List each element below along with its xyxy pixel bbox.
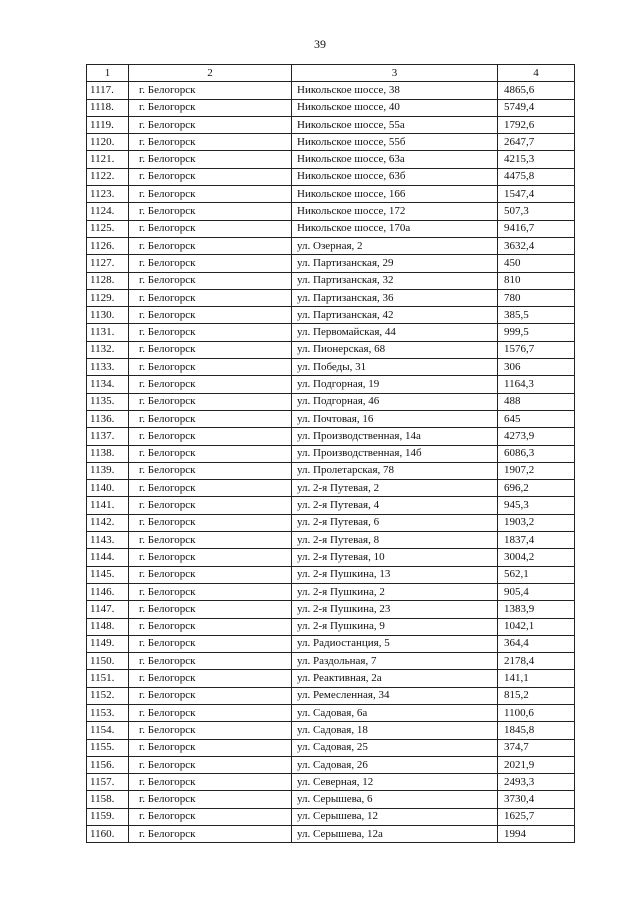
address-cell: ул. Ремесленная, 34 (292, 687, 498, 704)
address-cell: Никольское шоссе, 38 (292, 82, 498, 99)
column-header-value: 4 (498, 65, 575, 82)
table-header-row (87, 65, 575, 82)
column-header-city: 2 (129, 65, 292, 82)
page-number: 39 (314, 37, 326, 51)
address-cell: ул. Серышева, 12а (292, 826, 498, 843)
table-row (87, 410, 575, 427)
city-cell: г. Белогорск (129, 653, 292, 670)
city-cell: г. Белогорск (129, 82, 292, 99)
row-number-cell: 1127. (87, 255, 129, 272)
value-cell: 2493,3 (498, 774, 575, 791)
address-cell: ул. 2-я Путевая, 8 (292, 532, 498, 549)
address-cell: ул. 2-я Пушкина, 2 (292, 583, 498, 600)
value-cell: 4273,9 (498, 428, 575, 445)
table-row (87, 618, 575, 635)
row-number-cell: 1160. (87, 826, 129, 843)
table-row (87, 497, 575, 514)
city-cell: г. Белогорск (129, 618, 292, 635)
row-number-cell: 1134. (87, 376, 129, 393)
value-cell: 1903,2 (498, 514, 575, 531)
row-number-cell: 1126. (87, 237, 129, 254)
city-cell: г. Белогорск (129, 791, 292, 808)
city-cell: г. Белогорск (129, 307, 292, 324)
value-cell: 815,2 (498, 687, 575, 704)
row-number-cell: 1149. (87, 635, 129, 652)
row-number-cell: 1120. (87, 134, 129, 151)
value-cell: 1100,6 (498, 704, 575, 721)
address-cell: ул. Партизанская, 36 (292, 289, 498, 306)
city-cell: г. Белогорск (129, 480, 292, 497)
table-row (87, 566, 575, 583)
row-number-cell: 1139. (87, 462, 129, 479)
table-row (87, 739, 575, 756)
address-cell: ул. 2-я Пушкина, 9 (292, 618, 498, 635)
table-row (87, 722, 575, 739)
table-row (87, 756, 575, 773)
row-number-cell: 1124. (87, 203, 129, 220)
value-cell: 1164,3 (498, 376, 575, 393)
value-cell: 696,2 (498, 480, 575, 497)
city-cell: г. Белогорск (129, 635, 292, 652)
city-cell: г. Белогорск (129, 428, 292, 445)
table-row (87, 203, 575, 220)
city-cell: г. Белогорск (129, 687, 292, 704)
value-cell: 4215,3 (498, 151, 575, 168)
city-cell: г. Белогорск (129, 410, 292, 427)
city-cell: г. Белогорск (129, 289, 292, 306)
address-cell: Никольское шоссе, 170а (292, 220, 498, 237)
row-number-cell: 1119. (87, 116, 129, 133)
city-cell: г. Белогорск (129, 393, 292, 410)
address-cell: Никольское шоссе, 63б (292, 168, 498, 185)
value-cell: 2021,9 (498, 756, 575, 773)
table-row (87, 532, 575, 549)
city-cell: г. Белогорск (129, 324, 292, 341)
row-number-cell: 1137. (87, 428, 129, 445)
address-cell: ул. Производственная, 14б (292, 445, 498, 462)
table-row (87, 289, 575, 306)
row-number-cell: 1159. (87, 808, 129, 825)
value-cell: 1994 (498, 826, 575, 843)
row-number-cell: 1135. (87, 393, 129, 410)
row-number-cell: 1152. (87, 687, 129, 704)
row-number-cell: 1156. (87, 756, 129, 773)
table-row (87, 583, 575, 600)
address-cell: ул. Производственная, 14а (292, 428, 498, 445)
table-row (87, 480, 575, 497)
city-cell: г. Белогорск (129, 116, 292, 133)
city-cell: г. Белогорск (129, 134, 292, 151)
column-header-address: 3 (292, 65, 498, 82)
value-cell: 488 (498, 393, 575, 410)
address-cell: ул. 2-я Путевая, 2 (292, 480, 498, 497)
address-cell: ул. Садовая, 25 (292, 739, 498, 756)
city-cell: г. Белогорск (129, 722, 292, 739)
value-cell: 374,7 (498, 739, 575, 756)
table-row (87, 341, 575, 358)
value-cell: 2178,4 (498, 653, 575, 670)
city-cell: г. Белогорск (129, 670, 292, 687)
city-cell: г. Белогорск (129, 704, 292, 721)
column-header-number: 1 (87, 65, 129, 82)
table-row (87, 601, 575, 618)
city-cell: г. Белогорск (129, 445, 292, 462)
address-cell: ул. Радиостанция, 5 (292, 635, 498, 652)
address-cell: Никольское шоссе, 166 (292, 186, 498, 203)
table-row (87, 653, 575, 670)
city-cell: г. Белогорск (129, 756, 292, 773)
table-row (87, 514, 575, 531)
table-row (87, 134, 575, 151)
row-number-cell: 1155. (87, 739, 129, 756)
row-number-cell: 1121. (87, 151, 129, 168)
address-cell: ул. Почтовая, 16 (292, 410, 498, 427)
row-number-cell: 1151. (87, 670, 129, 687)
table-row (87, 791, 575, 808)
table-row (87, 826, 575, 843)
address-cell: ул. Пролетарская, 78 (292, 462, 498, 479)
address-cell: ул. Серышева, 12 (292, 808, 498, 825)
value-cell: 1837,4 (498, 532, 575, 549)
row-number-cell: 1141. (87, 497, 129, 514)
table-row (87, 774, 575, 791)
address-table-container (86, 64, 575, 843)
address-cell: ул. Партизанская, 42 (292, 307, 498, 324)
city-cell: г. Белогорск (129, 601, 292, 618)
value-cell: 1907,2 (498, 462, 575, 479)
city-cell: г. Белогорск (129, 532, 292, 549)
city-cell: г. Белогорск (129, 376, 292, 393)
city-cell: г. Белогорск (129, 272, 292, 289)
value-cell: 2647,7 (498, 134, 575, 151)
row-number-cell: 1146. (87, 583, 129, 600)
city-cell: г. Белогорск (129, 168, 292, 185)
row-number-cell: 1143. (87, 532, 129, 549)
table-row (87, 635, 575, 652)
row-number-cell: 1133. (87, 359, 129, 376)
value-cell: 5749,4 (498, 99, 575, 116)
address-cell: ул. 2-я Путевая, 6 (292, 514, 498, 531)
address-cell: ул. Подгорная, 46 (292, 393, 498, 410)
city-cell: г. Белогорск (129, 583, 292, 600)
value-cell: 999,5 (498, 324, 575, 341)
value-cell: 905,4 (498, 583, 575, 600)
address-cell: ул. Пионерская, 68 (292, 341, 498, 358)
table-row (87, 116, 575, 133)
row-number-cell: 1140. (87, 480, 129, 497)
address-cell: ул. Реактивная, 2а (292, 670, 498, 687)
table-row (87, 272, 575, 289)
value-cell: 385,5 (498, 307, 575, 324)
address-cell: ул. Партизанская, 29 (292, 255, 498, 272)
table-row (87, 445, 575, 462)
table-row (87, 307, 575, 324)
row-number-cell: 1136. (87, 410, 129, 427)
row-number-cell: 1147. (87, 601, 129, 618)
value-cell: 1845,8 (498, 722, 575, 739)
address-cell: ул. Северная, 12 (292, 774, 498, 791)
table-row (87, 549, 575, 566)
value-cell: 9416,7 (498, 220, 575, 237)
value-cell: 810 (498, 272, 575, 289)
value-cell: 364,4 (498, 635, 575, 652)
address-table (86, 64, 575, 843)
table-row (87, 704, 575, 721)
table-row (87, 687, 575, 704)
row-number-cell: 1118. (87, 99, 129, 116)
value-cell: 1042,1 (498, 618, 575, 635)
city-cell: г. Белогорск (129, 186, 292, 203)
row-number-cell: 1150. (87, 653, 129, 670)
row-number-cell: 1130. (87, 307, 129, 324)
city-cell: г. Белогорск (129, 514, 292, 531)
row-number-cell: 1123. (87, 186, 129, 203)
table-body (87, 82, 575, 843)
row-number-cell: 1131. (87, 324, 129, 341)
city-cell: г. Белогорск (129, 808, 292, 825)
address-cell: ул. Партизанская, 32 (292, 272, 498, 289)
row-number-cell: 1158. (87, 791, 129, 808)
city-cell: г. Белогорск (129, 462, 292, 479)
address-cell: ул. Подгорная, 19 (292, 376, 498, 393)
table-row (87, 151, 575, 168)
table-row (87, 168, 575, 185)
value-cell: 306 (498, 359, 575, 376)
address-cell: ул. Первомайская, 44 (292, 324, 498, 341)
table-row (87, 324, 575, 341)
address-cell: ул. Садовая, 18 (292, 722, 498, 739)
table-row (87, 393, 575, 410)
table-row (87, 237, 575, 254)
city-cell: г. Белогорск (129, 826, 292, 843)
city-cell: г. Белогорск (129, 549, 292, 566)
address-cell: Никольское шоссе, 172 (292, 203, 498, 220)
city-cell: г. Белогорск (129, 220, 292, 237)
address-cell: ул. 2-я Путевая, 10 (292, 549, 498, 566)
address-cell: Никольское шоссе, 55б (292, 134, 498, 151)
address-cell: Никольское шоссе, 55а (292, 116, 498, 133)
table-row (87, 220, 575, 237)
city-cell: г. Белогорск (129, 237, 292, 254)
value-cell: 3004,2 (498, 549, 575, 566)
row-number-cell: 1117. (87, 82, 129, 99)
city-cell: г. Белогорск (129, 203, 292, 220)
city-cell: г. Белогорск (129, 739, 292, 756)
table-row (87, 82, 575, 99)
value-cell: 6086,3 (498, 445, 575, 462)
value-cell: 945,3 (498, 497, 575, 514)
value-cell: 645 (498, 410, 575, 427)
address-cell: ул. 2-я Путевая, 4 (292, 497, 498, 514)
value-cell: 507,3 (498, 203, 575, 220)
row-number-cell: 1142. (87, 514, 129, 531)
value-cell: 141,1 (498, 670, 575, 687)
city-cell: г. Белогорск (129, 566, 292, 583)
value-cell: 1547,4 (498, 186, 575, 203)
row-number-cell: 1148. (87, 618, 129, 635)
table-row (87, 255, 575, 272)
table-row (87, 428, 575, 445)
city-cell: г. Белогорск (129, 774, 292, 791)
value-cell: 780 (498, 289, 575, 306)
address-cell: ул. Садовая, 26 (292, 756, 498, 773)
table-row (87, 808, 575, 825)
value-cell: 450 (498, 255, 575, 272)
row-number-cell: 1129. (87, 289, 129, 306)
value-cell: 1625,7 (498, 808, 575, 825)
table-row (87, 462, 575, 479)
row-number-cell: 1125. (87, 220, 129, 237)
row-number-cell: 1138. (87, 445, 129, 462)
address-cell: ул. Садовая, 6а (292, 704, 498, 721)
city-cell: г. Белогорск (129, 359, 292, 376)
row-number-cell: 1128. (87, 272, 129, 289)
row-number-cell: 1122. (87, 168, 129, 185)
address-cell: ул. 2-я Пушкина, 13 (292, 566, 498, 583)
value-cell: 3632,4 (498, 237, 575, 254)
value-cell: 3730,4 (498, 791, 575, 808)
city-cell: г. Белогорск (129, 255, 292, 272)
table-row (87, 99, 575, 116)
row-number-cell: 1145. (87, 566, 129, 583)
value-cell: 1792,6 (498, 116, 575, 133)
city-cell: г. Белогорск (129, 341, 292, 358)
address-cell: ул. Озерная, 2 (292, 237, 498, 254)
row-number-cell: 1144. (87, 549, 129, 566)
row-number-cell: 1157. (87, 774, 129, 791)
address-cell: ул. Раздольная, 7 (292, 653, 498, 670)
value-cell: 4865,6 (498, 82, 575, 99)
city-cell: г. Белогорск (129, 99, 292, 116)
table-row (87, 670, 575, 687)
value-cell: 4475,8 (498, 168, 575, 185)
table-row (87, 376, 575, 393)
row-number-cell: 1132. (87, 341, 129, 358)
address-cell: ул. 2-я Пушкина, 23 (292, 601, 498, 618)
table-row (87, 359, 575, 376)
row-number-cell: 1154. (87, 722, 129, 739)
value-cell: 1576,7 (498, 341, 575, 358)
address-cell: Никольское шоссе, 40 (292, 99, 498, 116)
value-cell: 562,1 (498, 566, 575, 583)
address-cell: ул. Серышева, 6 (292, 791, 498, 808)
city-cell: г. Белогорск (129, 497, 292, 514)
address-cell: ул. Победы, 31 (292, 359, 498, 376)
value-cell: 1383,9 (498, 601, 575, 618)
address-cell: Никольское шоссе, 63а (292, 151, 498, 168)
city-cell: г. Белогорск (129, 151, 292, 168)
row-number-cell: 1153. (87, 704, 129, 721)
table-row (87, 186, 575, 203)
